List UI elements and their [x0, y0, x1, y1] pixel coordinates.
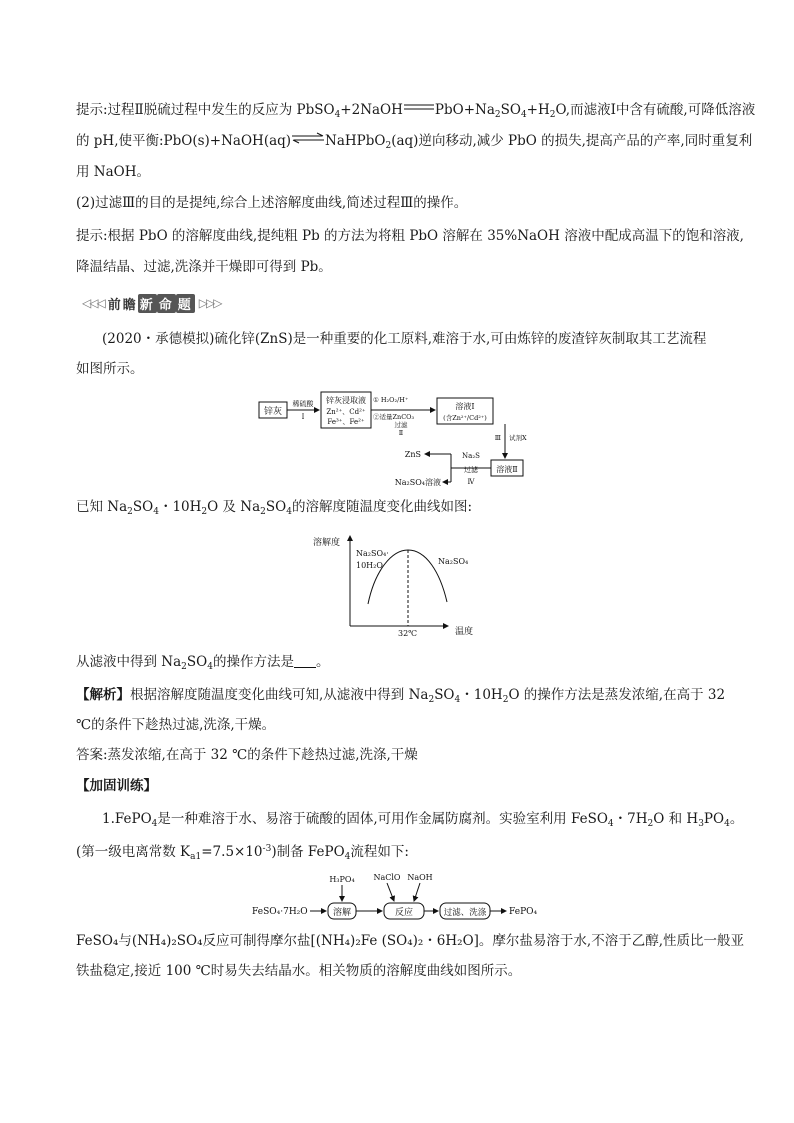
process-flow-diagram-1 [255, 390, 555, 490]
hint1-line2: 的 pH,使平衡:PbO(s)+NaOH(aq) NaHPbO$_2$(aq)逆向移动,减少 PbO 的损失,提高产品的产率,同时重复利 [76, 133, 753, 151]
hint1-line1: 提示:过程Ⅱ脱硫过程中发生的反应为 PbSO$_4$+2NaOH $PbO+Na_2SO_4+H_2O$,而滤液Ⅰ中含有硫酸,可降低溶液 [76, 102, 756, 120]
banner-title: 前瞻 新 命 题 [108, 294, 195, 313]
flow2-reagent-naclo: NaClO [373, 873, 401, 882]
problem-line2: 如图所示。 [76, 361, 144, 377]
arrow-3-reagent: 试剂X [509, 434, 527, 442]
problem-line1: (2020・承德模拟)硫化锌(ZnS)是一种重要的化工原料,难溶于水,可由炼锌的废渣锌灰制取其工艺流程 [102, 331, 707, 347]
flow2-step-react-label: 反应 [394, 908, 414, 918]
arrow-4-filter: 过滤 [464, 466, 478, 474]
flow2-step-filter-label: 过滤、洗涤 [443, 908, 487, 918]
flow2-step-dissolve-label: 溶解 [332, 908, 352, 918]
known-line: 已知 $Na_2SO_4$・$10H_2O$ 及 $Na_2SO_4$的溶解度随温度变化曲线如图: [76, 499, 473, 517]
answer-blank [294, 653, 316, 668]
arrow-4-step: Ⅳ [467, 478, 475, 486]
arrow-1-step: Ⅰ [301, 413, 305, 421]
series-label-decahydrate-line2: 10H₂O [356, 561, 383, 570]
flow2-reagent-h3po4: H₃PO₄ [329, 875, 355, 884]
series-decahydrate-curve [368, 550, 408, 604]
arrow-3-step: Ⅲ [494, 434, 501, 442]
practice-title: 【加固训练】 [76, 778, 157, 794]
flow2-reagent-arrow-2 [387, 883, 394, 901]
series-label-anhydrous: Na₂SO₄ [438, 557, 469, 566]
arrow-2-filter: 过滤 [394, 421, 408, 429]
process-flow-diagram-2 [250, 870, 550, 922]
equilibrium-arrow [291, 132, 325, 144]
reaction-equals-sign [403, 102, 435, 112]
flow2-reagent-naoh: NaOH [407, 873, 433, 882]
arrow-2-step: Ⅱ [398, 429, 404, 437]
product-na2so4-solution: Na₂SO₄溶液 [394, 478, 441, 487]
x-axis-label: 温度 [455, 627, 474, 637]
analysis-line1: 【解析】根据溶解度随温度变化曲线可知,从滤液中得到 $Na_2SO_4$・$10H_2O$ 的操作方法是蒸发浓缩,在高于 32 [76, 687, 726, 705]
product-zns: ZnS [404, 450, 421, 459]
hint1-line3: 用 NaOH。 [76, 164, 150, 180]
peak-tick-label: 32℃ [398, 629, 418, 638]
banner-deco-left: ◁◁◁ [82, 296, 104, 310]
arrow-2-reagent2: ②适量ZnCO₃ [373, 413, 415, 421]
node-solution-1-ions: (含Zn²⁺/Cd²⁺) [443, 414, 487, 422]
analysis-line2: ℃的条件下趁热过滤,洗涤,干燥。 [76, 717, 276, 733]
node-solution-2-label: 溶液Ⅱ [496, 465, 518, 474]
arrow-1-reagent: 稀硫酸 [292, 400, 314, 408]
banner-deco-right: ▷▷▷ [198, 296, 221, 310]
hint2-line2: 降温结晶、过滤,洗涤并干燥即可得到 Pb。 [76, 259, 332, 275]
node-solution-1-title: 溶液Ⅰ [455, 402, 475, 411]
section-banner [82, 292, 220, 314]
flow2-product: FePO₄ [509, 907, 538, 917]
mohr-salt-line2: 铁盐稳定,接近 100 ℃时易失去结晶水。相关物质的溶解度曲线如图所示。 [76, 963, 522, 979]
practice1-line2: (第一级电离常数 $K_{a1}=7.5\times 10^{-3}$)制备 FePO$_4$流程如下: [76, 844, 409, 862]
node-zinc-ash-label: 锌灰 [263, 407, 283, 417]
flow2-start-material: FeSO₄·7H₂O [252, 907, 308, 917]
answer-line: 答案:蒸发浓缩,在高于 32 ℃的条件下趁热过滤,洗涤,干燥 [76, 747, 418, 763]
y-axis-label: 溶解度 [313, 538, 341, 548]
series-label-decahydrate-line1: Na₂SO₄· [356, 549, 389, 558]
flow2-reagent-arrow-3 [414, 883, 420, 901]
arrow-4-reagent: Na₂S [462, 452, 480, 460]
node-leachate-ions2: Fe³⁺、Fe²⁺ [327, 418, 365, 426]
node-leachate-title: 锌灰浸取液 [326, 396, 366, 405]
question-line: 从滤液中得到 $Na_2SO_4$的操作方法是 。 [76, 654, 330, 672]
arrow-2-reagent1: ① H₂O₂/H⁺ [373, 396, 409, 404]
solubility-chart [310, 530, 500, 640]
node-leachate-ions1: Zn²⁺、Cd²⁺ [326, 408, 366, 416]
question-2: (2)过滤Ⅲ的目的是提纯,综合上述溶解度曲线,简述过程Ⅲ的操作。 [76, 195, 468, 211]
hint2-line1: 提示:根据 PbO 的溶解度曲线,提纯粗 Pb 的方法为将粗 PbO 溶解在 35%NaOH 溶液中配成高温下的饱和溶液, [76, 228, 744, 244]
practice1-line1: 1.FePO$_4$是一种难溶于水、易溶于硫酸的固体,可用作金属防腐剂。实验室利用 FeSO$_4$・$7H_2O$ 和 $H_3PO_4$。 [102, 811, 744, 829]
mohr-salt-line1: FeSO₄与(NH₄)₂SO₄反应可制得摩尔盐[(NH₄)₂Fe (SO₄)₂・6H₂O]。摩尔盐易溶于水,不溶于乙醇,性质比一般亚 [76, 933, 744, 949]
